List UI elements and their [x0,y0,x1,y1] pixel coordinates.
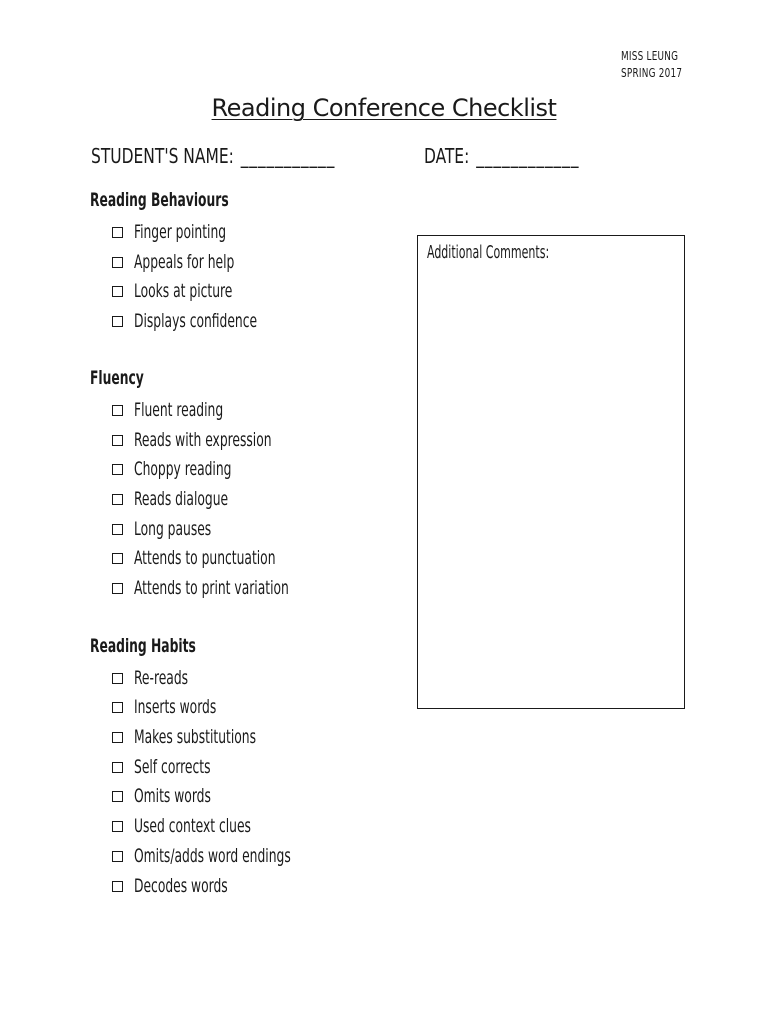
student-name-field[interactable] [91,144,335,168]
checkbox[interactable] [112,464,123,475]
student-name-label: STUDENT'S NAME: [91,144,234,168]
date-label: DATE: [424,144,470,168]
checklist-item[interactable] [112,841,352,871]
checkbox[interactable] [112,405,123,416]
checklist-item-label: Self corrects [134,756,211,778]
date-blank[interactable]: ____________ [476,144,580,168]
checkbox[interactable] [112,791,123,802]
section-heading-fluency: Fluency [90,367,144,389]
checklist-item[interactable] [112,722,303,752]
checklist-item[interactable] [112,543,331,573]
checkbox[interactable] [112,524,123,535]
checklist-item[interactable] [112,454,269,484]
checkbox[interactable] [112,881,123,892]
page-title: Reading Conference Checklist [211,94,557,122]
checkbox[interactable] [112,286,123,297]
checklist-item-label: Choppy reading [134,458,232,480]
checklist-item-label: Omits/adds word endings [134,845,291,867]
checklist-item[interactable] [112,871,264,901]
checkbox[interactable] [112,851,123,862]
checklist-item[interactable] [112,425,325,455]
checklist-item[interactable] [112,395,258,425]
date-field[interactable] [424,144,579,168]
checklist-item-label: Makes substitutions [134,726,256,748]
checklist-item-label: Finger pointing [134,221,227,243]
checkbox[interactable] [112,673,123,684]
checklist-item[interactable] [112,306,305,336]
section-heading-reading-behaviours: Reading Behaviours [90,189,229,211]
section-heading-reading-habits: Reading Habits [90,635,196,657]
author-info [621,48,682,82]
checklist-item[interactable] [112,276,271,306]
student-name-blank[interactable]: ___________ [240,144,336,168]
checklist-item-label: Attends to punctuation [134,547,276,569]
checklist-item[interactable] [112,217,262,247]
checklist-item[interactable] [112,781,241,811]
author-name: MISS LEUNG [621,49,679,63]
checkbox[interactable] [112,762,123,773]
checklist-item[interactable] [112,811,296,841]
checklist-item-label: Long pauses [134,518,212,540]
checklist-item-label: Appeals for help [134,251,235,273]
checklist-item-label: Used context clues [134,815,251,837]
checkbox[interactable] [112,316,123,327]
checklist-item-label: Re-reads [134,667,189,689]
checkbox[interactable] [112,435,123,446]
checkbox[interactable] [112,702,123,713]
checklist-item[interactable] [112,752,240,782]
additional-comments-label: Additional Comments: [427,242,550,263]
checklist-item-label: Omits words [134,785,211,807]
checklist-item[interactable] [112,514,241,544]
checklist-item-label: Displays confidence [134,310,258,332]
checkbox[interactable] [112,583,123,594]
checklist-item[interactable] [112,573,349,603]
checkbox[interactable] [112,732,123,743]
checklist-item[interactable] [112,247,273,277]
checklist-item-label: Fluent reading [134,399,224,421]
checklist-item-label: Attends to print variation [134,577,289,599]
checkbox[interactable] [112,821,123,832]
checklist-item[interactable] [112,692,248,722]
checklist-item-label: Inserts words [134,696,217,718]
checklist-item[interactable] [112,484,265,514]
checkbox[interactable] [112,494,123,505]
checklist-item-label: Reads dialogue [134,488,229,510]
author-term: SPRING 2017 [621,66,683,80]
checklist-item[interactable] [112,663,209,693]
checklist-item-label: Decodes words [134,875,228,897]
checkbox[interactable] [112,227,123,238]
checkbox[interactable] [112,257,123,268]
checklist-item-label: Reads with expression [134,429,272,451]
additional-comments-box[interactable] [417,235,685,709]
checklist-item-label: Looks at picture [134,280,233,302]
checkbox[interactable] [112,553,123,564]
